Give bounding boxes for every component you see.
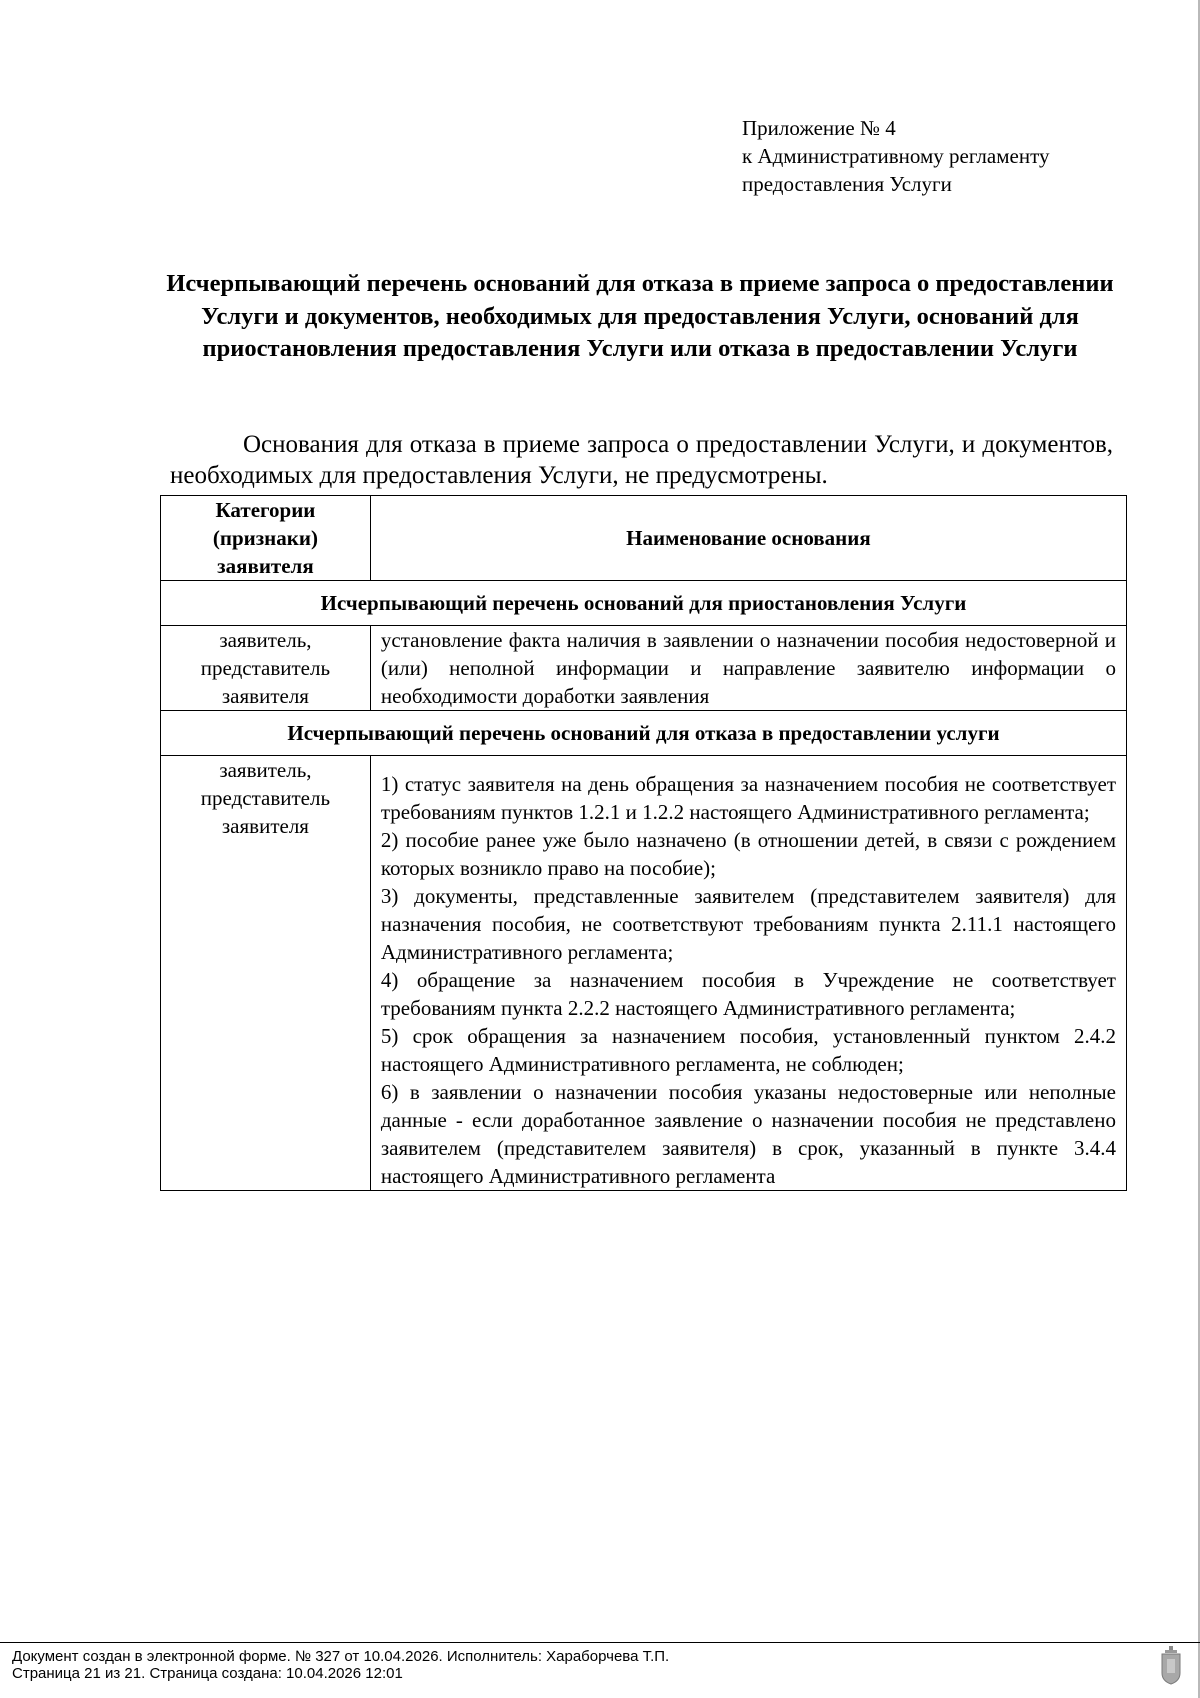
section-row-suspension — [161, 581, 1127, 626]
list-item: 6) в заявлении о назначении пособия указаны недостоверные или неполные данные - если доработанное заявление о назначении пособия не представлено заявителем (представителем заявителя) в срок, указанный в пункте 3.4.4 настоящего Административного регламента — [380, 1080, 1116, 1188]
section-title-suspension: Исчерпывающий перечень оснований для приостановления Услуги — [161, 581, 1127, 626]
appendix-line-3: предоставления Услуги — [742, 172, 952, 196]
appendix-line-1: Приложение № 4 — [742, 116, 896, 140]
footer-line-1: Документ создан в электронной форме. № 327 от 10.04.2026. Исполнитель: Хараборчева Т.П. — [12, 1648, 670, 1665]
category-cell: заявитель, представитель заявителя — [161, 756, 371, 1191]
reason-cell — [370, 756, 1126, 1191]
table-row — [161, 756, 1127, 1191]
list-item: 5) срок обращения за назначением пособия, установленный пунктом 2.4.2 настоящего Административного регламента, не соблюден; — [380, 1024, 1116, 1076]
grounds-table — [160, 495, 1127, 1191]
list-spacer — [381, 756, 1116, 770]
list-item: 4) обращение за назначением пособия в Учреждение не соответствует требованиям пункта 2.2.2 настоящего Административного регламента; — [380, 968, 1116, 1020]
intro-paragraph: Основания для отказа в приеме запроса о предоставлении Услуги, и документов, необходимых для предоставления Услуги, не предусмотрены. — [170, 431, 1113, 489]
list-item: 3) документы, представленные заявителем (представителем заявителя) для назначения пособия, не соответствуют требованиям пункта 2.11.1 настоящего Административного регламента; — [380, 884, 1116, 964]
header-name: Наименование основания — [370, 496, 1126, 581]
refusal-list — [381, 756, 1116, 1190]
list-item: 1) статус заявителя на день обращения за назначением пособия не соответствует требованиям пунктов 1.2.1 и 1.2.2 настоящего Административного регламента; — [380, 772, 1116, 824]
table-header-row — [161, 496, 1127, 581]
coat-of-arms-icon — [1160, 1645, 1182, 1685]
section-title-refusal: Исчерпывающий перечень оснований для отказа в предоставлении услуги — [161, 711, 1127, 756]
appendix-line-2: к Административному регламенту — [742, 144, 1050, 168]
list-item: 2) пособие ранее уже было назначено (в отношении детей, в связи с рождением которых возникло право на пособие); — [380, 828, 1116, 880]
section-row-refusal — [161, 711, 1127, 756]
category-cell: заявитель, представитель заявителя — [161, 626, 371, 711]
reason-cell: установление факта наличия в заявлении о назначении пособия недостоверной и (или) неполной информации и направление заявителю информации о необходимости доработки заявления — [370, 626, 1126, 711]
footer-line-2: Страница 21 из 21. Страница создана: 10.04.2026 12:01 — [12, 1665, 403, 1682]
document-title: Исчерпывающий перечень оснований для отказа в приеме запроса о предоставлении Услуги и документов, необходимых для предоставления Услуги, оснований для приостановления предоставления Услуги или отказа в предоставлении Услуги — [166, 270, 1114, 362]
table-row — [161, 626, 1127, 711]
footer-text — [12, 1648, 669, 1682]
appendix-note — [742, 114, 1162, 198]
header-category: Категории (признаки) заявителя — [161, 496, 371, 581]
page-footer — [0, 1642, 1200, 1682]
